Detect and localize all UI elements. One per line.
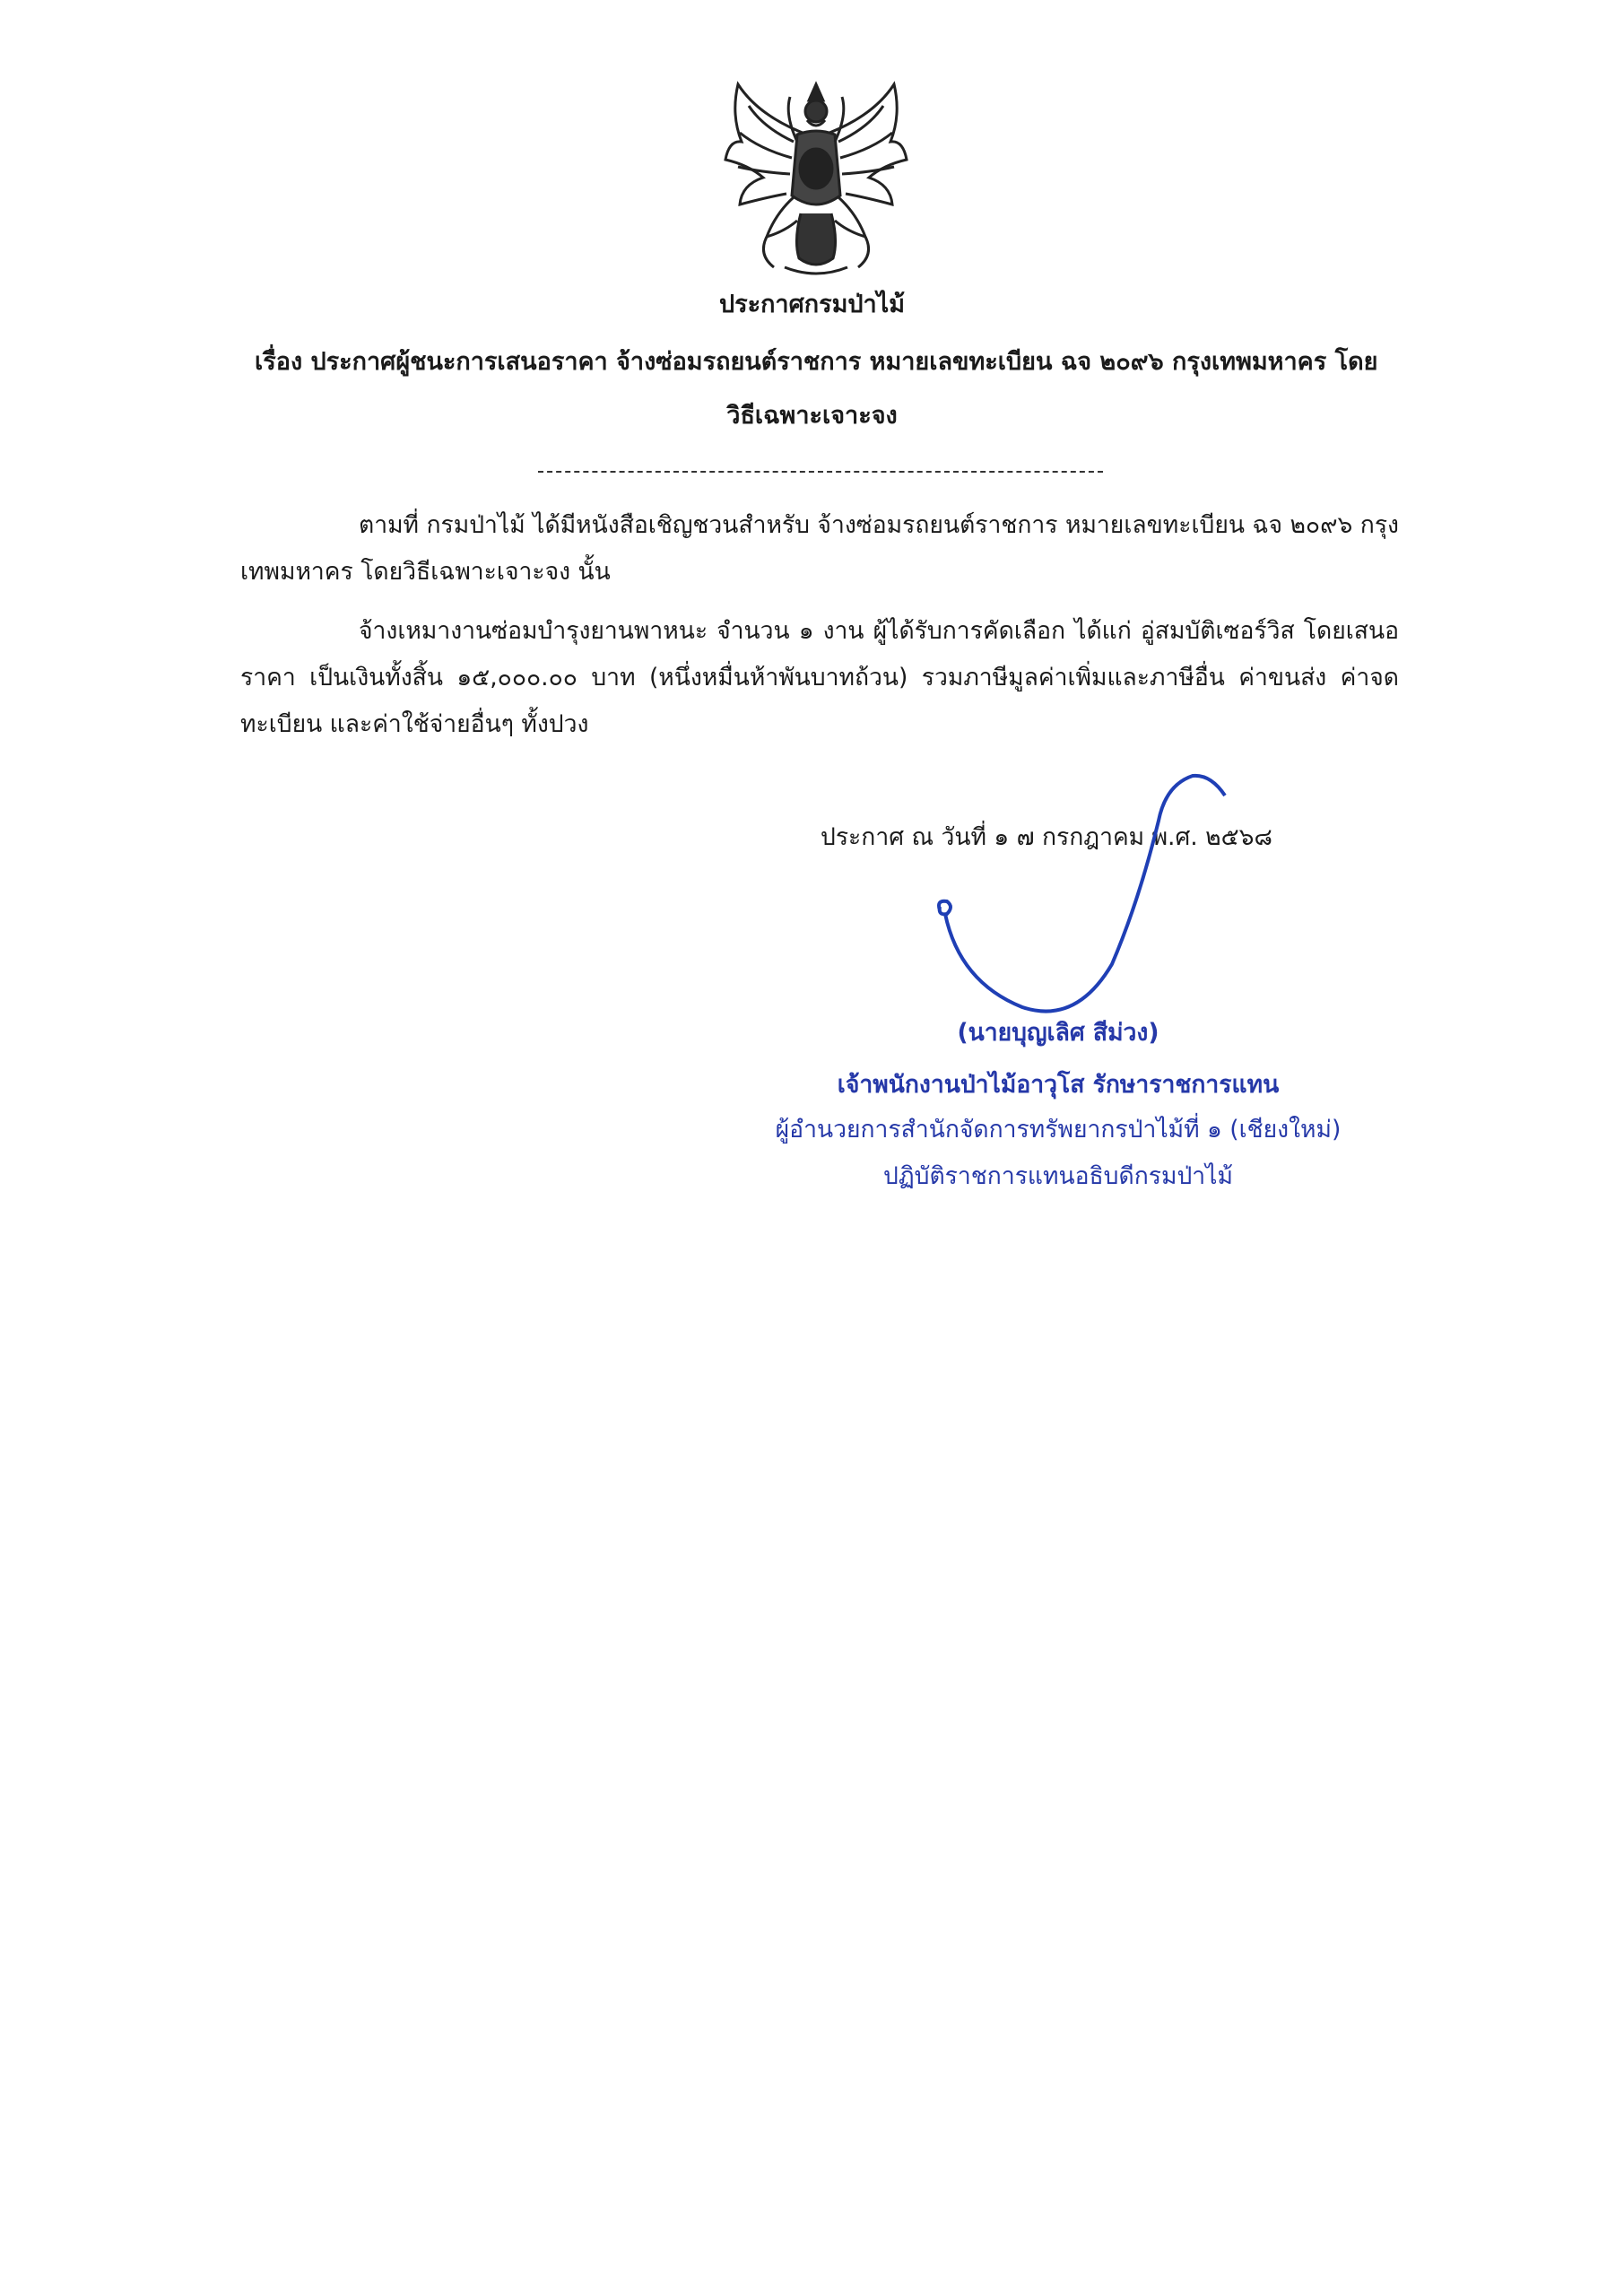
signatory-name: (นายบุญเลิศ สีม่วง) bbox=[957, 1019, 1159, 1047]
garuda-emblem-icon bbox=[722, 79, 910, 278]
announcement-date: ประกาศ ณ วันที่ ๑ ๗ กรกฎาคม พ.ศ. ๒๕๖๘ bbox=[821, 823, 1272, 851]
agency-title: ประกาศกรมป่าไม้ bbox=[718, 291, 906, 318]
divider-line bbox=[538, 471, 1103, 473]
signatory-position-1: เจ้าพนักงานป่าไม้อาวุโส รักษาราชการแทน bbox=[837, 1071, 1280, 1099]
signatory-position-2: ผู้อำนวยการสำนักจัดการทรัพยากรป่าไม้ที่ ๑ (เชียงใหม่) bbox=[775, 1116, 1342, 1144]
paragraph-award: จ้างเหมางานซ่อมบำรุงยานพาหนะ จำนวน ๑ งาน ผู้ได้รับการคัดเลือก ได้แก่ อู่สมบัติเซอร์วิส โดยเสนอราคา เป็นเงินทั้งสิ้น ๑๕,๐๐๐.๐๐ บาท (หนึ่งหมื่นห้าพันบาทถ้วน) รวมภาษีมูลค่าเพิ่มและภาษีอื่น ค่าขนส่ง ค่าจดทะเบียน และค่าใช้จ่ายอื่นๆ ทั้งปวง bbox=[240, 617, 1399, 738]
signatory-position-3: ปฏิบัติราชการแทนอธิบดีกรมป่าไม้ bbox=[883, 1162, 1233, 1190]
paragraph-invitation: ตามที่ กรมป่าไม้ ได้มีหนังสือเชิญชวนสำหรับ จ้างซ่อมรถยนต์ราชการ หมายเลขทะเบียน ฉจ ๒๐๙๖ กรุงเทพมหาคร โดยวิธีเฉพาะเจาะจง นั้น bbox=[240, 511, 1399, 586]
subject-line-1: เรื่อง ประกาศผู้ชนะการเสนอราคา จ้างซ่อมรถยนต์ราชการ หมายเลขทะเบียน ฉจ ๒๐๙๖ กรุงเทพมหาคร โดย bbox=[255, 348, 1378, 376]
handwritten-signature bbox=[924, 767, 1264, 1027]
subject-line-2: วิธีเฉพาะเจาะจง bbox=[726, 402, 898, 430]
